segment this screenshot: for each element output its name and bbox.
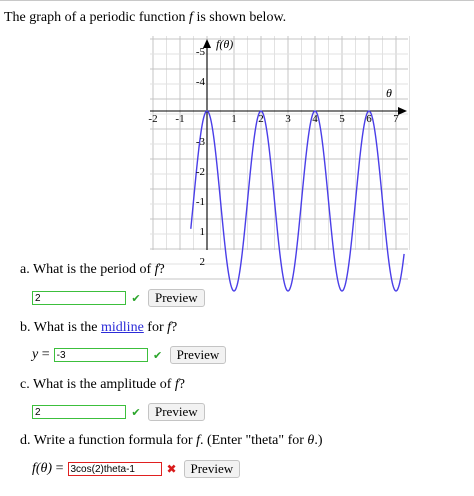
check-icon: ✔	[131, 405, 141, 419]
y-tick-label: -2	[195, 166, 205, 178]
x-icon: ✖	[166, 462, 177, 476]
x-tick-label: -1	[175, 113, 185, 125]
check-icon: ✔	[153, 348, 163, 362]
y-tick-label: -3	[195, 136, 205, 148]
x-tick-label: 4	[312, 113, 318, 125]
top-rule	[0, 0, 474, 1]
x-tick-label: 2	[258, 113, 264, 125]
question-c: c. What is the amplitude of f?	[20, 377, 185, 392]
x-tick-label: 1	[231, 113, 237, 125]
y-axis-label: f(θ)	[216, 37, 234, 51]
answer-row-c	[32, 402, 205, 422]
y-tick-label: -5	[195, 46, 205, 58]
formula-prefix: f(θ) =	[32, 461, 64, 476]
x-axis-label: θ	[386, 86, 392, 100]
x-tick-label: 3	[285, 113, 291, 125]
grid	[150, 36, 410, 279]
y-tick-label: 1	[199, 226, 205, 238]
x-tick-label: 7	[393, 113, 399, 125]
answer-row-a	[32, 288, 205, 308]
formula-answer-field[interactable]: 3cos(2)theta-1	[68, 462, 162, 476]
periodic-function-graph	[148, 36, 408, 268]
preview-button-d[interactable]: Preview	[184, 460, 241, 478]
preview-button-a[interactable]: Preview	[148, 289, 205, 307]
question-a: a. What is the period of f?	[20, 262, 165, 277]
period-answer-field[interactable]: 2	[32, 291, 126, 305]
problem-intro: The graph of a periodic function f is shown below.	[4, 10, 287, 25]
midline-answer-field[interactable]: -3	[54, 348, 148, 362]
x-tick-label: 5	[339, 113, 345, 125]
tick-labels	[148, 46, 399, 268]
answer-row-d	[32, 459, 240, 479]
amplitude-answer-field[interactable]: 2	[32, 405, 126, 419]
x-tick-label: 6	[366, 113, 372, 125]
y-tick-label: -1	[195, 196, 205, 208]
y-tick-label: -4	[195, 76, 205, 88]
y-tick-label: 2	[199, 256, 205, 268]
preview-button-c[interactable]: Preview	[148, 403, 205, 421]
check-icon: ✔	[131, 291, 141, 305]
answer-row-b	[32, 345, 226, 365]
preview-button-b[interactable]: Preview	[170, 346, 227, 364]
question-b: b. What is the midline for f?	[20, 320, 178, 335]
x-tick-label: -2	[148, 113, 158, 125]
midline-prefix: y =	[32, 347, 50, 362]
midline-link[interactable]: midline	[101, 320, 144, 335]
question-d: d. Write a function formula for f. (Enter "theta" for θ.)	[20, 433, 323, 448]
